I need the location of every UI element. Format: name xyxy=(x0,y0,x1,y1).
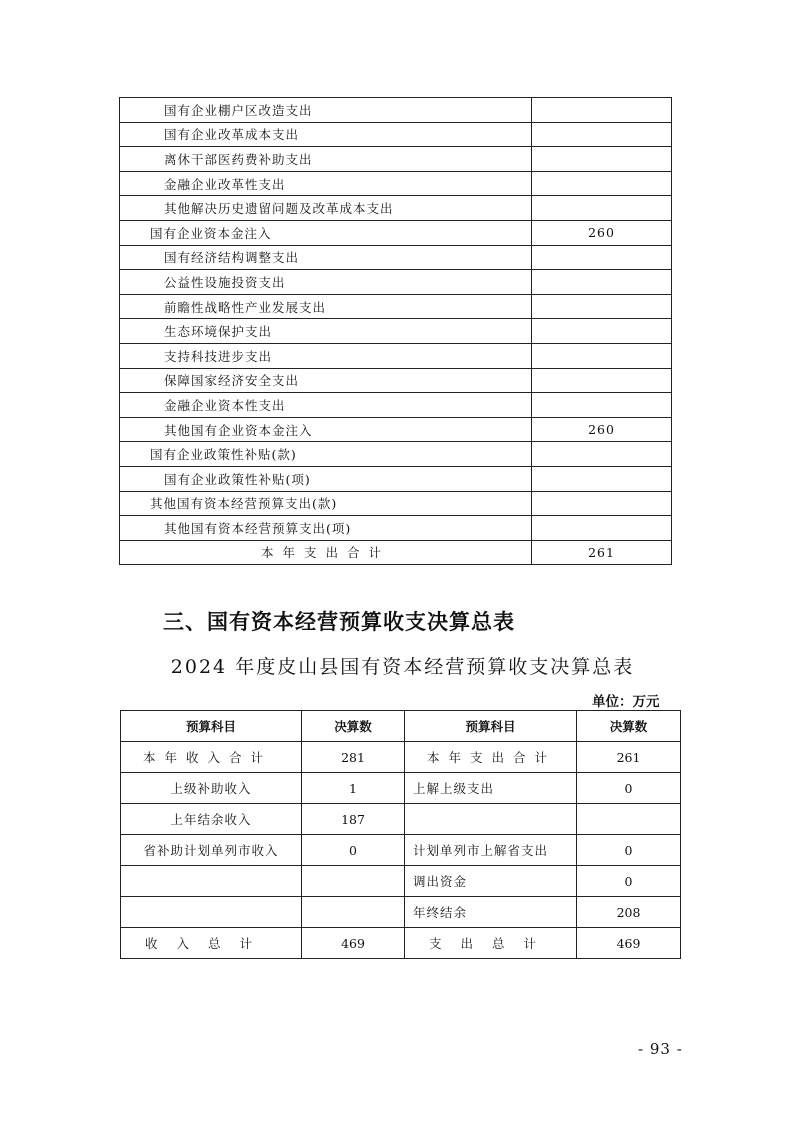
header-final-amount-right: 决算数 xyxy=(577,711,681,742)
right-item-amount: 261 xyxy=(577,742,681,773)
row-item-amount xyxy=(532,196,672,221)
row-item-amount: 261 xyxy=(532,540,672,565)
row-item-amount xyxy=(532,516,672,541)
row-item-name: 本年支出合计 xyxy=(120,540,532,565)
row-item-name: 生态环境保护支出 xyxy=(120,319,532,344)
expenditure-table-body xyxy=(120,98,672,565)
row-item-name: 其他国有企业资本金注入 xyxy=(120,417,532,442)
table-row xyxy=(120,343,672,368)
left-item-name xyxy=(121,866,302,897)
row-item-name: 前瞻性战略性产业发展支出 xyxy=(120,294,532,319)
left-item-amount: 281 xyxy=(302,742,405,773)
left-item-amount: 1 xyxy=(302,773,405,804)
row-item-amount xyxy=(532,442,672,467)
right-item-name xyxy=(405,804,577,835)
section-heading: 三、国有资本经营预算收支决算总表 xyxy=(163,610,515,634)
left-item-name: 上年结余收入 xyxy=(121,804,302,835)
left-item-name xyxy=(121,897,302,928)
row-item-amount xyxy=(532,171,672,196)
row-item-amount xyxy=(532,98,672,123)
right-item-name: 上解上级支出 xyxy=(405,773,577,804)
table-row xyxy=(120,98,672,123)
left-item-name: 省补助计划单列市收入 xyxy=(121,835,302,866)
table-row xyxy=(120,466,672,491)
right-item-amount: 0 xyxy=(577,835,681,866)
table-row xyxy=(120,245,672,270)
summary-table xyxy=(120,710,681,959)
right-item-name: 本年支出合计 xyxy=(405,742,577,773)
row-item-amount: 260 xyxy=(532,220,672,245)
left-item-amount xyxy=(302,897,405,928)
table-row xyxy=(120,516,672,541)
row-item-amount: 260 xyxy=(532,417,672,442)
right-item-amount: 208 xyxy=(577,897,681,928)
row-item-name: 国有企业改革成本支出 xyxy=(120,122,532,147)
right-item-amount xyxy=(577,804,681,835)
row-item-amount xyxy=(532,343,672,368)
table-row xyxy=(121,897,681,928)
row-item-name: 金融企业改革性支出 xyxy=(120,171,532,196)
table-row xyxy=(120,147,672,172)
row-item-name: 国有企业政策性补贴(款) xyxy=(120,442,532,467)
header-budget-item-right: 预算科目 xyxy=(405,711,577,742)
row-item-name: 离休干部医药费补助支出 xyxy=(120,147,532,172)
row-item-name: 金融企业资本性支出 xyxy=(120,393,532,418)
left-item-amount: 469 xyxy=(302,928,405,959)
row-item-amount xyxy=(532,466,672,491)
right-item-amount: 0 xyxy=(577,866,681,897)
row-item-name: 公益性设施投资支出 xyxy=(120,270,532,295)
table-row xyxy=(120,319,672,344)
left-item-name: 上级补助收入 xyxy=(121,773,302,804)
left-item-name: 收入总计 xyxy=(121,928,302,959)
summary-header-row xyxy=(121,711,681,742)
row-item-name: 支持科技进步支出 xyxy=(120,343,532,368)
table-row xyxy=(120,122,672,147)
table-row xyxy=(120,540,672,565)
row-item-amount xyxy=(532,245,672,270)
row-item-amount xyxy=(532,491,672,516)
right-item-name: 计划单列市上解省支出 xyxy=(405,835,577,866)
row-item-name: 其他国有资本经营预算支出(款) xyxy=(120,491,532,516)
left-item-amount: 187 xyxy=(302,804,405,835)
table-row xyxy=(120,220,672,245)
table-row xyxy=(121,835,681,866)
row-item-name: 国有经济结构调整支出 xyxy=(120,245,532,270)
table-row xyxy=(120,270,672,295)
table-row xyxy=(121,773,681,804)
row-item-name: 其他国有资本经营预算支出(项) xyxy=(120,516,532,541)
row-item-amount xyxy=(532,270,672,295)
table-title: 2024 年度皮山县国有资本经营预算收支决算总表 xyxy=(170,656,635,678)
row-item-name: 国有企业资本金注入 xyxy=(120,220,532,245)
row-item-name: 保障国家经济安全支出 xyxy=(120,368,532,393)
right-item-name: 年终结余 xyxy=(405,897,577,928)
table-row xyxy=(120,294,672,319)
left-item-amount: 0 xyxy=(302,835,405,866)
right-item-amount: 469 xyxy=(577,928,681,959)
right-item-amount: 0 xyxy=(577,773,681,804)
table-row xyxy=(120,393,672,418)
table-row xyxy=(120,491,672,516)
header-final-amount-left: 决算数 xyxy=(302,711,405,742)
table-row xyxy=(120,442,672,467)
table-row xyxy=(120,368,672,393)
table-row xyxy=(121,804,681,835)
table-row xyxy=(121,742,681,773)
row-item-name: 国有企业政策性补贴(项) xyxy=(120,466,532,491)
right-item-name: 支出总计 xyxy=(405,928,577,959)
summary-table-body xyxy=(121,742,681,959)
row-item-amount xyxy=(532,147,672,172)
row-item-amount xyxy=(532,122,672,147)
table-row xyxy=(121,866,681,897)
table-row xyxy=(120,171,672,196)
left-item-name: 本年收入合计 xyxy=(121,742,302,773)
row-item-amount xyxy=(532,294,672,319)
header-budget-item-left: 预算科目 xyxy=(121,711,302,742)
expenditure-table xyxy=(119,97,672,565)
table-row xyxy=(121,928,681,959)
unit-label: 单位：万元 xyxy=(592,694,660,710)
left-item-amount xyxy=(302,866,405,897)
page-number: - 93 - xyxy=(638,1040,683,1058)
right-item-name: 调出资金 xyxy=(405,866,577,897)
row-item-name: 国有企业棚户区改造支出 xyxy=(120,98,532,123)
row-item-amount xyxy=(532,319,672,344)
row-item-amount xyxy=(532,368,672,393)
row-item-name: 其他解决历史遗留问题及改革成本支出 xyxy=(120,196,532,221)
table-row xyxy=(120,196,672,221)
row-item-amount xyxy=(532,393,672,418)
table-row xyxy=(120,417,672,442)
